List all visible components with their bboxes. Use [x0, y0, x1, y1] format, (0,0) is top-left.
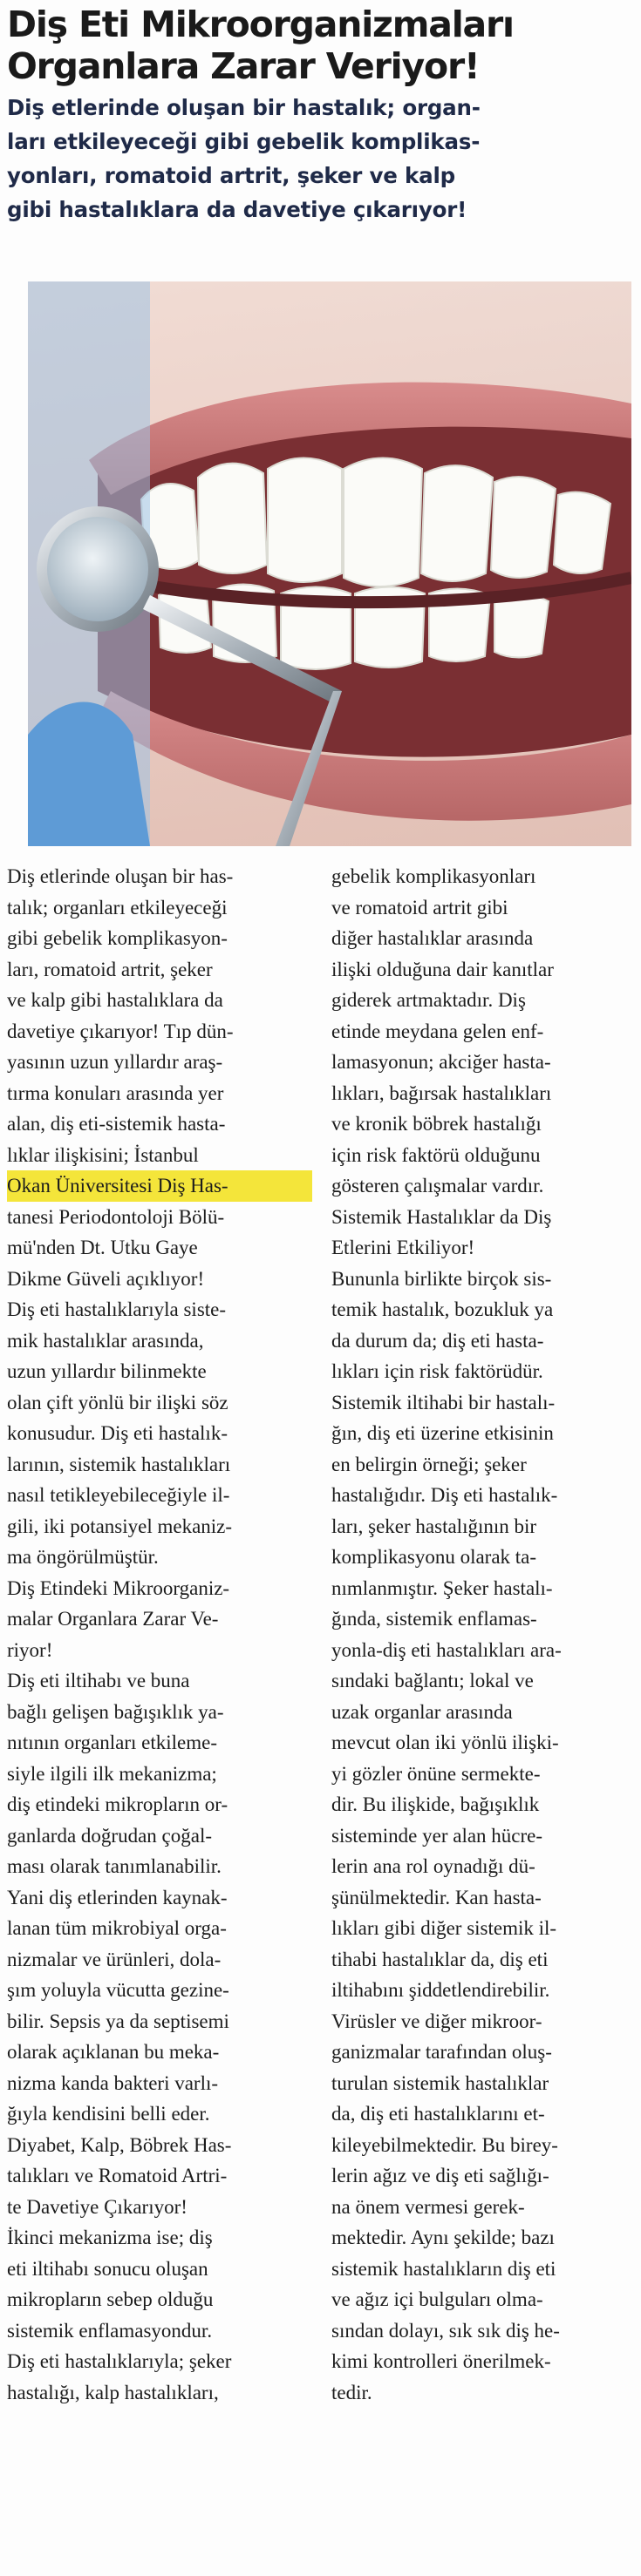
body-line: gebelik komplikasyonları [331, 865, 536, 887]
body-line: giderek artmaktadır. Diş [331, 989, 526, 1011]
body-line: bağlı gelişen bağışıklık ya- [7, 1700, 224, 1723]
body-line: Dikme Güveli açıklıyor! [7, 1267, 205, 1290]
body-line: Etlerini Etkiliyor! [331, 1237, 475, 1258]
body-line: ve kronik böbrek hastalığı [331, 1113, 542, 1135]
body-line: eti iltihabı sonucu oluşan [7, 2257, 208, 2280]
body-line: ma öngörülmüştür. [7, 1546, 159, 1568]
body-line: etinde meydana gelen enf- [331, 1020, 544, 1042]
body-line: uzun yıllardır bilinmekte [7, 1360, 207, 1382]
body-line: en belirgin örneği; şeker [331, 1453, 527, 1475]
body-line: için risk faktörü olduğunu [331, 1143, 541, 1166]
body-line: Diş eti iltihabı ve buna [7, 1670, 190, 1691]
body-line: da, diş eti hastalıklarını et- [331, 2103, 545, 2125]
body-line: Diş etlerinde oluşan bir has- [7, 865, 234, 887]
body-line: mevcut olan iki yönlü ilişki- [331, 1732, 559, 1753]
body-line: lanan tüm mikrobiyal orga- [7, 1917, 227, 1939]
body-line: tihabi hastalıklar da, diş eti [331, 1948, 549, 1970]
body-line: gibi gebelik komplikasyon- [7, 927, 228, 949]
body-line: sistemik enflamasyondur. [7, 2319, 213, 2342]
body-line: Diş eti hastalıklarıyla; şeker [7, 2350, 232, 2372]
body-line: larının, sistemik hastalıkları [7, 1453, 231, 1475]
body-line: nımlanmıştır. Şeker hastalı- [331, 1576, 553, 1599]
body-line: talık; organları etkileyeceği [7, 896, 228, 919]
body-line: lamasyonun; akciğer hasta- [331, 1051, 551, 1073]
body-line [7, 1170, 312, 1202]
body-line: lıkları gibi diğer sistemik il- [331, 1917, 557, 1939]
body-line: davetiye çıkarıyor! Tıp dün- [7, 1020, 234, 1042]
highlighted-text: Okan Üniversitesi Diş Has- [7, 1170, 312, 1202]
body-line: dir. Bu ilişkide, bağışıklık [331, 1793, 540, 1815]
body-line: alan, diş eti-sistemik hasta- [7, 1113, 226, 1135]
body-line: lıklar ilişkisini; İstanbul [7, 1143, 199, 1166]
headline-line: Diş Eti Mikroorganizmaları [7, 3, 514, 45]
body-line: da durum da; diş eti hasta- [331, 1329, 544, 1352]
body-line: lıkları, bağırsak hastalıkları [331, 1081, 552, 1104]
body-line: şünülmektedir. Kan hasta- [331, 1886, 542, 1908]
body-line: Diş Etindeki Mikroorganiz- [7, 1576, 230, 1599]
body-line: Sistemik iltihabi bir hastalı- [331, 1391, 556, 1413]
body-line: tırma konuları arasında yer [7, 1081, 224, 1104]
body-line: Diyabet, Kalp, Böbrek Has- [7, 2133, 232, 2156]
body-line: siyle ilgili ilk mekanizma; [7, 1762, 217, 1785]
body-line: temik hastalık, bozukluk ya [331, 1298, 554, 1320]
body-line: malar Organlara Zarar Ve- [7, 1608, 219, 1630]
body-line: turulan sistemik hastalıklar [331, 2071, 549, 2094]
headline-line: Organlara Zarar Veriyor! [7, 45, 480, 87]
body-line: ve romatoid artrit gibi [331, 896, 508, 919]
body-line: diğer hastalıklar arasında [331, 927, 534, 949]
body-line: lıkları için risk faktörüdür. [331, 1360, 543, 1382]
article-headline [7, 3, 635, 87]
body-line: lerin ana rol oynadığı dü- [331, 1855, 535, 1877]
body-line: yonla-diş eti hastalıkları ara- [331, 1638, 562, 1661]
body-line: Sistemik Hastalıklar da Diş [331, 1205, 552, 1228]
body-line: ları, şeker hastalığının bir [331, 1515, 537, 1537]
body-line: gösteren çalışmalar vardır. [331, 1175, 544, 1196]
body-line: sındaki bağlantı; lokal ve [331, 1670, 534, 1691]
body-line: bilir. Sepsis ya da septisemi [7, 2010, 229, 2032]
body-line: İkinci mekanizma ise; diş [7, 2227, 213, 2248]
body-line: talıkları ve Romatoid Artri- [7, 2165, 228, 2186]
body-line: nizma kanda bakteri varlı- [7, 2071, 219, 2094]
body-line: na önem vermesi gerek- [331, 2195, 525, 2218]
body-line: Yani diş etlerinden kaynak- [7, 1886, 228, 1908]
spot-line: ları etkileyeceği gibi gebelik komplikas- [7, 129, 481, 154]
body-line: şım yoluyla vücutta gezine- [7, 1979, 229, 2001]
body-line: lerin ağız ve diş eti sağlığı- [331, 2165, 549, 2186]
body-line: yasının uzun yıllardır araş- [7, 1051, 223, 1073]
body-line: kileyebilmektedir. Bu birey- [331, 2133, 558, 2156]
body-line: yi gözler önüne sermekte- [331, 1762, 541, 1785]
body-line: ve ağız içi bulguları olma- [331, 2288, 543, 2310]
body-line: olan çift yönlü bir ilişki söz [7, 1391, 228, 1413]
body-line: mik hastalıklar arasında, [7, 1329, 204, 1352]
body-line: uzak organlar arasında [331, 1700, 513, 1723]
spot-line: yonları, romatoid artrit, şeker ve kalp [7, 163, 455, 188]
body-line: nizmalar ve ürünleri, dola- [7, 1948, 222, 1970]
body-line: ğında, sistemik enflamas- [331, 1608, 537, 1630]
body-line: mektedir. Aynı şekilde; bazı [331, 2227, 555, 2248]
spot-line: gibi hastalıklara da davetiye çıkarıyor! [7, 197, 467, 222]
body-line: nıtının organları etkileme- [7, 1732, 218, 1753]
body-line: ması olarak tanımlanabilir. [7, 1855, 222, 1877]
body-line: te Davetiye Çıkarıyor! [7, 2195, 188, 2218]
article-body-left-column [7, 861, 312, 2408]
spot-line: Diş etlerinde oluşan bir hastalık; organ- [7, 95, 481, 120]
article-photo [28, 281, 631, 846]
body-line: tanesi Periodontoloji Bölü- [7, 1205, 225, 1228]
body-line: diş etindeki mikropların or- [7, 1793, 228, 1815]
body-line: kimi kontrolleri önerilmek- [331, 2350, 551, 2372]
body-line: Diş eti hastalıklarıyla siste- [7, 1298, 227, 1320]
body-line: ganizmalar tarafından oluş- [331, 2041, 552, 2063]
body-line: Virüsler ve diğer mikroor- [331, 2010, 542, 2032]
body-line: ları, romatoid artrit, şeker [7, 958, 213, 980]
body-line: olarak açıklanan bu meka- [7, 2041, 220, 2063]
body-line: konusudur. Diş eti hastalık- [7, 1422, 228, 1444]
body-line: sistemik hastalıkların diş eti [331, 2257, 556, 2280]
body-line: mikropların sebep olduğu [7, 2288, 214, 2310]
article-spot-text [7, 91, 633, 227]
body-line: ğın, diş eti üzerine etkisinin [331, 1422, 554, 1444]
body-line: hastalığı, kalp hastalıkları, [7, 2381, 219, 2403]
body-line: komplikasyonu olarak ta- [331, 1546, 537, 1568]
body-line: tedir. [331, 2381, 372, 2403]
body-line: sisteminde yer alan hücre- [331, 1824, 543, 1847]
article-body-right-column [331, 861, 637, 2408]
body-line: hastalığıdır. Diş eti hastalık- [331, 1484, 558, 1506]
body-line: ilişki olduğuna dair kanıtlar [331, 958, 554, 980]
body-line: iltihabını şiddetlendirebilir. [331, 1979, 550, 2001]
body-line: gili, iki potansiyel mekaniz- [7, 1515, 233, 1537]
body-line: sından dolayı, sık sık diş he- [331, 2319, 560, 2342]
body-line: riyor! [7, 1638, 53, 1661]
body-line: ğıyla kendisini belli eder. [7, 2103, 210, 2125]
body-line: mü'nden Dt. Utku Gaye [7, 1237, 198, 1258]
body-line: Bununla birlikte birçok sis- [331, 1267, 552, 1290]
body-line: nasıl tetikleyebileceğiyle il- [7, 1484, 230, 1506]
body-line: ve kalp gibi hastalıklara da [7, 989, 223, 1011]
body-line: ganlarda doğrudan çoğal- [7, 1824, 213, 1847]
